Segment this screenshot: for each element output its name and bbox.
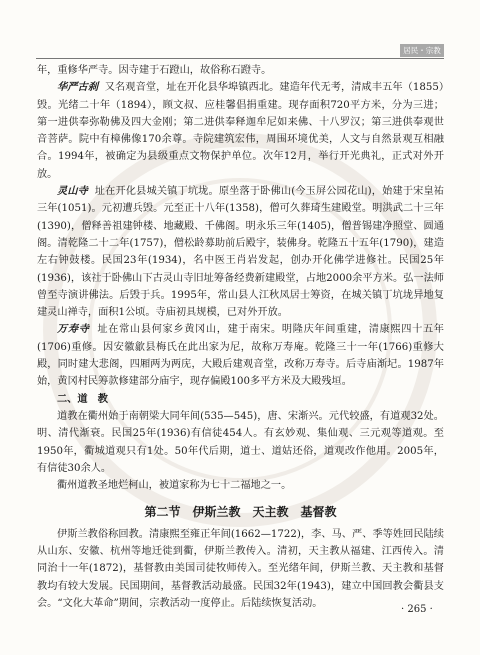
entry-text: 又名观音堂，址在开化县华埠镇西北。建造年代无考，清咸丰五年（1855）毁。光绪二十年（1894），顾文叔、应桂馨倡捐重建。现存面积720平方米，分为三进；第一进供奉弥勒佛及四大金刚；第二进供奉释迦牟尼如来佛、十八罗汉；第三进供奉观世音菩萨。院中有樟佛像170余尊。寺院建筑宏伟，周围环境优美，人文与自然景观互相融合。1994年，被确定为县级重点文物保护单位。次年12月，举行开光典礼，正式对外开放。 xyxy=(37,82,445,180)
intro-paragraph: 年，重修华严寺。因寺建于石蹬山，故俗称石蹬寺。 xyxy=(37,65,272,76)
entry-lingshan xyxy=(37,183,444,321)
taoism-paragraph: 道教在衢州始于南朝梁大同年间(535—545)，唐、宋渐兴。元代较盛，有道观32处。明、清代渐衰。民国25年(1936)有信徒454人。有玄妙观、集仙观、三元观等道观。至1950年，衢城道观只有1处。50年代后期，道士、道姑还俗，道观改作他用。2005年，有信徒30余人。 xyxy=(37,410,444,474)
running-header-label: 居民・宗教 xyxy=(400,44,444,57)
page-body xyxy=(37,62,444,612)
entry-term: 华严古刹 xyxy=(57,82,99,94)
section2-paragraph: 伊斯兰教俗称回教。清康熙至雍正年间(1662—1722)，李、马、严、季等姓回民陆续从山东、安徽、杭州等地迁徙到衢，伊斯兰教传入。清初，天主教从福建、江西传入。清同治十一年(1872)，基督教由美国司徒牧师传入。至光绪年间，伊斯兰教、天主教和基督教均有较大发展。民国期间，基督教活动最盛。民国32年(1943)，建立中国回教会衢县支会。“文化大革命”期间，宗教活动一度停止。后陆续恢复活动。 xyxy=(37,528,444,609)
taoism-heading: 二、道 教 xyxy=(57,393,108,405)
section-title: 第二节 伊斯兰教 天主教 基督教 xyxy=(144,505,337,520)
entry-text: 址在常山县何家乡黄冈山，建于南宋。明隆庆年间重建，清康熙四十五年(1706)重修。因安徽歙县梅氏在此出家为尼，故称万寿庵。乾隆三十一年(1766)重修大殿，同时建大悲阁，四厢两为两庑，大殿后建观音堂，改称万寿寺。后寺庙渐圮。1987年始，黄冈村民筹款修建部分庙宇，现存偏殿100多平方米及大殿残垣。 xyxy=(37,324,444,388)
entry-huayan xyxy=(37,79,444,183)
entry-text: 址在开化县城关镇丁坑垅。原坐落于卧佛山(今玉屏公园花山)，始建于宋皇祐三年(1051)。元初遭兵毁。元至正十八年(1358)，僧可久葬琦生建殿堂。明洪武二十三年(1390)，僧释善祖建钟楼、地藏殿、千佛阁。明永乐三年(1405)，僧普锡建净照堂、圆通阁。清乾隆二十二年(1757)，僧松龄募助前后殿宇，装佛身。乾隆五十五年(1790)，建造左右钟鼓楼。民国23年(1934)，名中医王肖岩发起，创办开化佛学进修社。民国25年(1936)，该社于卧佛山下古灵山寺旧址筹备经费新建殿堂，占地2000余平方米。弘一法师曾至寺演讲佛法。后毁于兵。1995年，常山县人江秋凤居士筹资，在城关镇丁坑垅异地复建灵山禅寺，面积1公顷。寺庙初具规模，已对外开放。 xyxy=(37,186,444,319)
entry-term: 万寿寺 xyxy=(57,324,90,336)
entry-wanshou xyxy=(37,321,444,390)
taoism-paragraph-2: 衢州道教圣地烂柯山，被道家称为七十二福地之一。 xyxy=(57,480,292,492)
entry-term: 灵山寺 xyxy=(57,186,89,198)
header-rule xyxy=(36,58,444,59)
page-number: · 265 · xyxy=(401,604,433,615)
